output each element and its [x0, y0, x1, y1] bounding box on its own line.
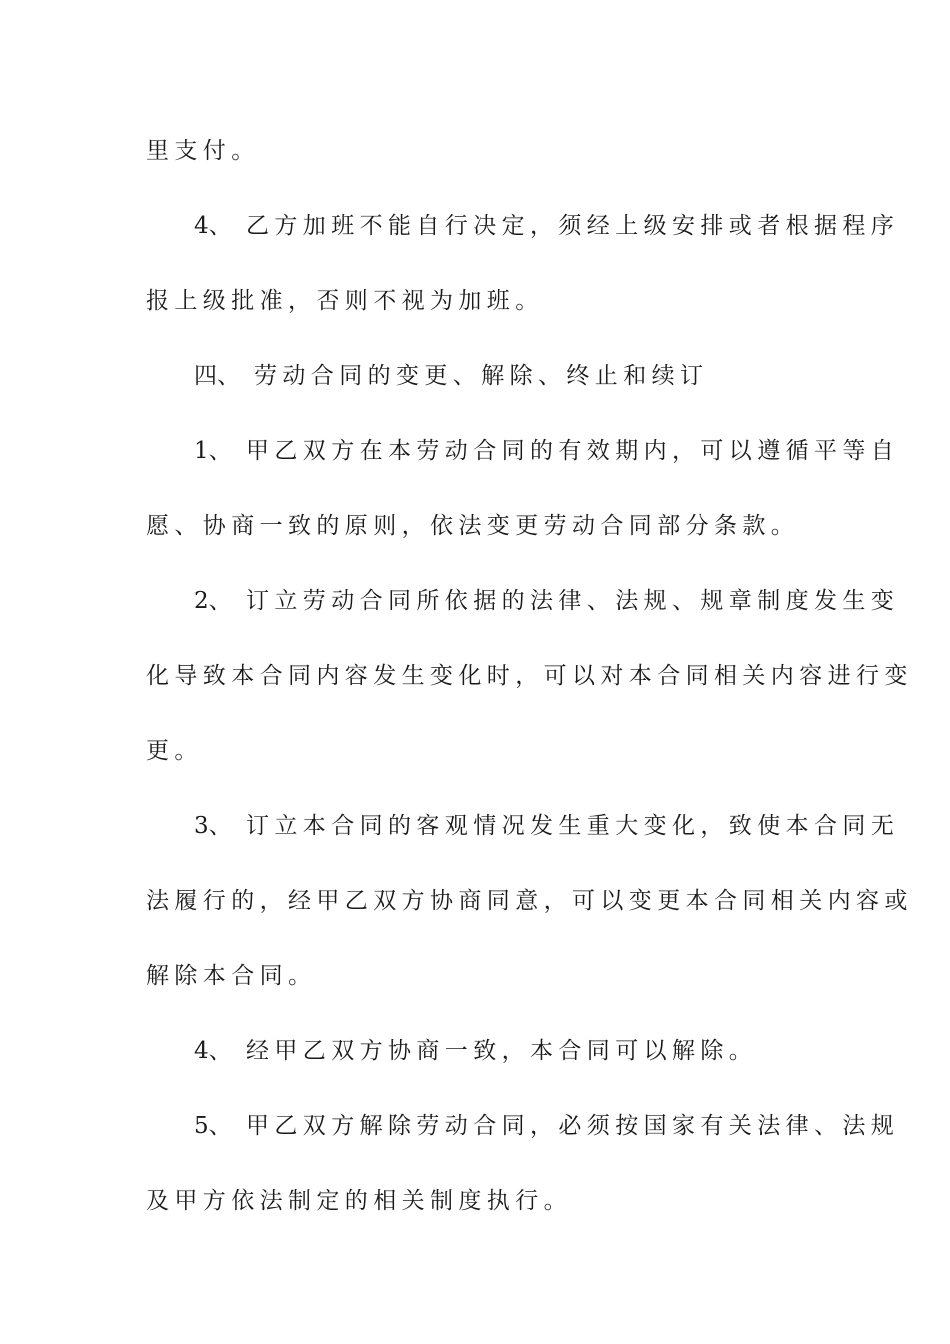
line-text: 乙方加班不能自行决定，须经上级安排或者根据程序: [246, 213, 900, 239]
line-text: 甲乙双方在本劳动合同的有效期内，可以遵循平等自: [246, 438, 900, 464]
text-line: [146, 511, 806, 541]
text-line: [146, 961, 806, 991]
line-text: 及甲方依法制定的相关制度执行。: [146, 1188, 572, 1214]
section-number: 四、: [194, 363, 240, 389]
line-text: 里支付。: [146, 138, 260, 164]
text-line: [146, 736, 806, 766]
line-text: 解除本合同。: [146, 963, 317, 989]
text-line: [146, 136, 806, 166]
section-heading: [194, 361, 854, 391]
line-text: 甲乙双方解除劳动合同，必须按国家有关法律、法规: [246, 1113, 900, 1139]
line-text: 订立本合同的客观情况发生重大变化，致使本合同无: [246, 813, 900, 839]
line-text: 化导致本合同内容发生变化时，可以对本合同相关内容进行变: [146, 663, 913, 689]
line-text: 更。: [146, 738, 203, 764]
clause-item: [194, 1111, 900, 1141]
clause-number: 4、: [194, 1038, 232, 1064]
clause-number: 5、: [194, 1113, 232, 1139]
section-title: 劳动合同的变更、解除、终止和续订: [254, 363, 709, 389]
text-line: [146, 661, 913, 691]
line-text: 订立劳动合同所依据的法律、法规、规章制度发生变: [246, 588, 900, 614]
line-text: 报上级批准，否则不视为加班。: [146, 288, 544, 314]
line-text: 法履行的，经甲乙双方协商同意，可以变更本合同相关内容或: [146, 888, 913, 914]
line-text: 愿、协商一致的原则，依法变更劳动合同部分条款。: [146, 513, 800, 539]
clause-number: 2、: [194, 588, 232, 614]
clause-number: 3、: [194, 813, 232, 839]
line-text: 经甲乙双方协商一致，本合同可以解除。: [246, 1038, 758, 1064]
text-line: [146, 1186, 806, 1216]
clause-item: [194, 436, 900, 466]
clause-item: [194, 1036, 854, 1066]
clause-item: [194, 211, 900, 241]
clause-item: [194, 811, 900, 841]
clause-item: [194, 586, 900, 616]
clause-number: 1、: [194, 438, 232, 464]
text-line: [146, 286, 806, 316]
clause-number: 4、: [194, 213, 232, 239]
text-line: [146, 886, 913, 916]
